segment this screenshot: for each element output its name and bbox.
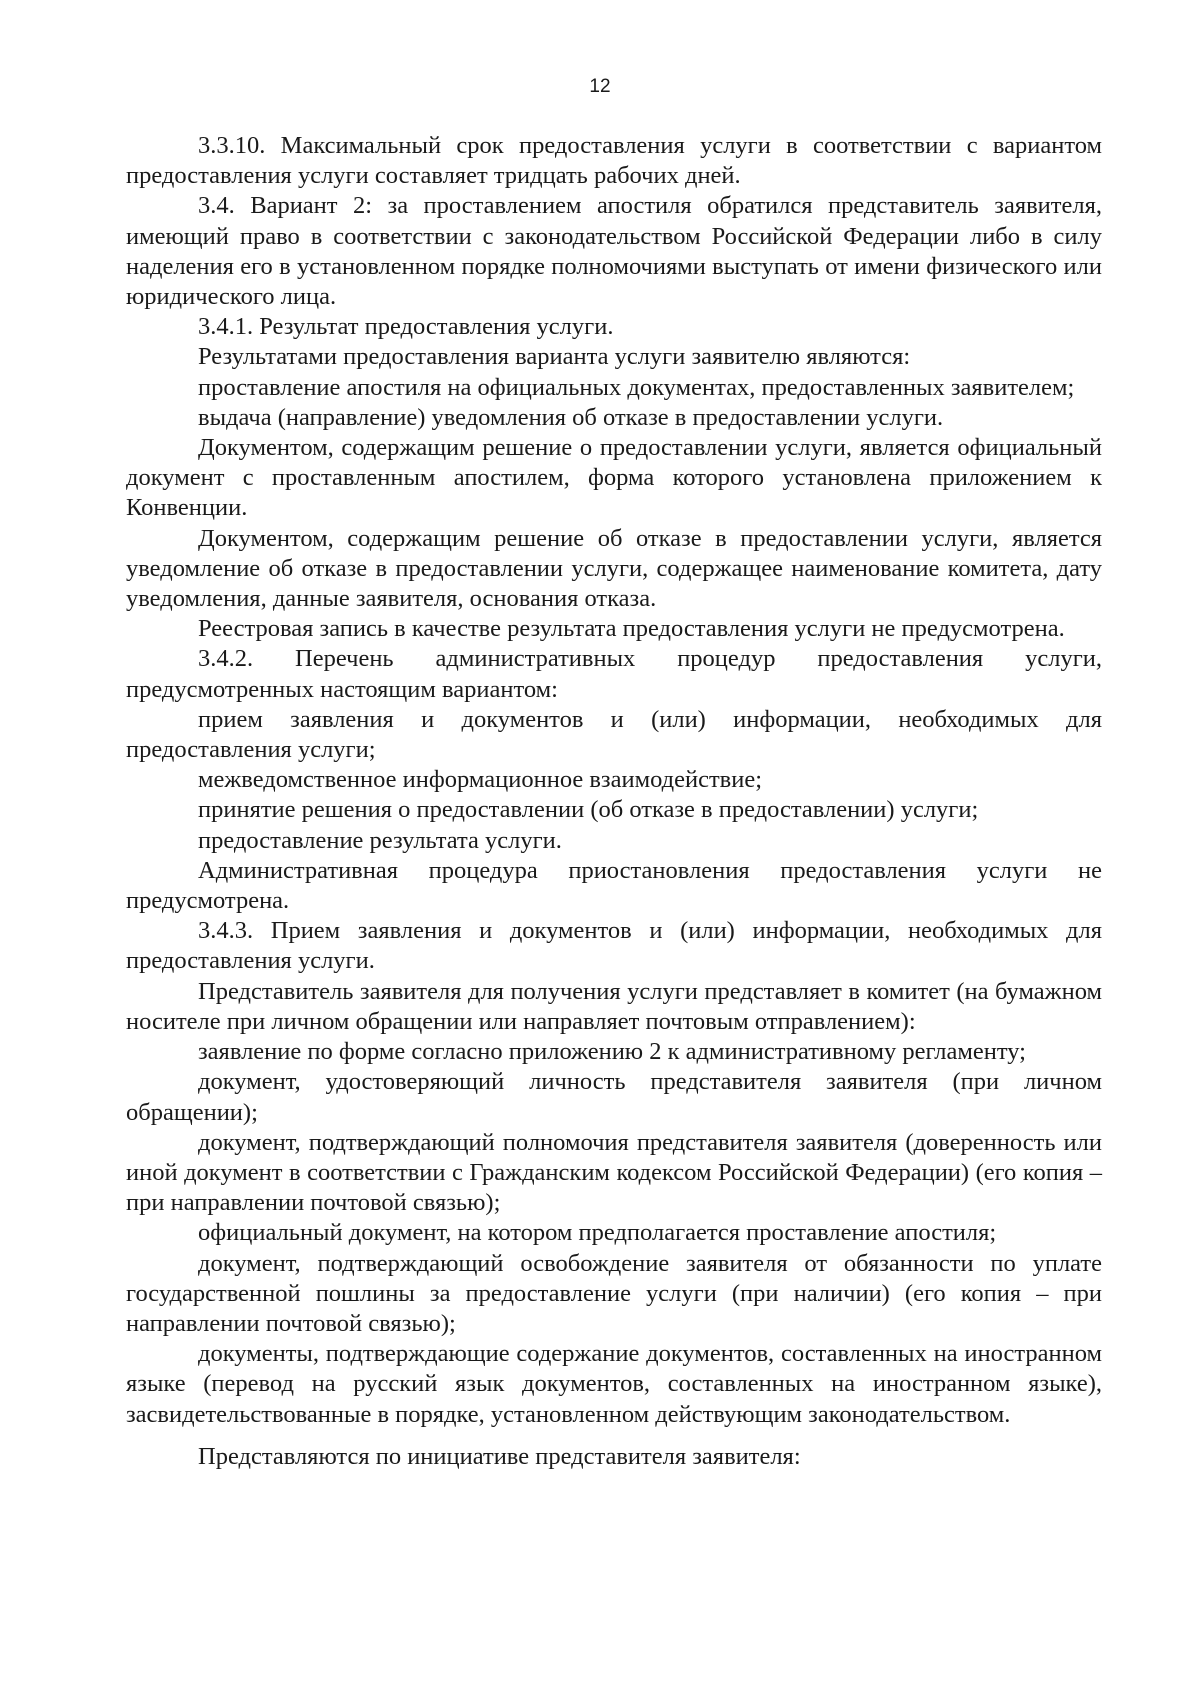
paragraph: 3.4.3. Прием заявления и документов и (или) информации, необходимых для предоставления услуги. — [126, 917, 1102, 975]
paragraph: Документом, содержащим решение о предоставлении услуги, является официальный документ с проставленным апостилем, форма которого установлена приложением к Конвенции. — [126, 434, 1102, 522]
paragraph: 3.4.1. Результат предоставления услуги. — [198, 313, 614, 341]
paragraph: 3.3.10. Максимальный срок предоставления услуги в соответствии с вариантом предоставления услуги составляет тридцать рабочих дней. — [126, 132, 1102, 190]
paragraph: 3.4.2. Перечень административных процедур предоставления услуги, предусмотренных настоящим вариантом: — [126, 645, 1102, 703]
paragraph: предоставление результата услуги. — [198, 826, 562, 854]
paragraph: заявление по форме согласно приложению 2 к административному регламенту; — [198, 1038, 1026, 1066]
paragraph: документ, подтверждающий освобождение заявителя от обязанности по уплате государственной пошлины за предоставление услуги (при наличии) (его копия – при направлении почтовой связью); — [126, 1249, 1102, 1337]
paragraph: Реестровая запись в качестве результата предоставления услуги не предусмотрена. — [198, 615, 1065, 643]
paragraph: Документом, содержащим решение об отказе в предоставлении услуги, является уведомление об отказе в предоставлении услуги, содержащее наименование комитета, дату уведомления, данные заявителя, основания отказа. — [126, 524, 1102, 613]
paragraph: Административная процедура приостановления предоставления услуги не предусмотрена. — [126, 856, 1102, 915]
paragraph: Представляются по инициативе представителя заявителя: — [198, 1442, 801, 1470]
paragraph: официальный документ, на котором предполагается проставление апостиля; — [198, 1219, 997, 1247]
paragraph: документ, удостоверяющий личность представителя заявителя (при личном обращении); — [126, 1068, 1102, 1126]
paragraph: межведомственное информационное взаимодействие; — [198, 766, 763, 794]
paragraph: проставление апостиля на официальных документах, предоставленных заявителем; — [198, 373, 1075, 401]
paragraph: документы, подтверждающие содержание документов, составленных на иностранном языке (перевод на русский язык документов, составленных на иностранном языке), засвидетельствованные в порядке, установленном действующим законодательством. — [126, 1340, 1102, 1428]
document-body — [126, 131, 1102, 1472]
page-number: 12 — [589, 76, 611, 97]
paragraph: документ, подтверждающий полномочия представителя заявителя (доверенность или иной документ в соответствии с Гражданским кодексом Российской Федерации) (его копия – при направлении почтовой связью); — [126, 1128, 1102, 1217]
paragraph: принятие решения о предоставлении (об отказе в предоставлении) услуги; — [198, 796, 979, 824]
paragraph: выдача (направление) уведомления об отказе в предоставлении услуги. — [198, 403, 944, 431]
paragraph: 3.4. Вариант 2: за проставлением апостиля обратился представитель заявителя, имеющий право в соответствии с законодательством Российской Федерации либо в силу наделения его в установленном порядке полномочиями выступать от имени физического или юридического лица. — [126, 192, 1102, 311]
paragraph: Результатами предоставления варианта услуги заявителю являются: — [198, 343, 911, 371]
paragraph: Представитель заявителя для получения услуги представляет в комитет (на бумажном носителе при личном обращении или направляет почтовым отправлением): — [126, 977, 1102, 1035]
paragraph: прием заявления и документов и (или) информации, необходимых для предоставления услуги; — [126, 705, 1102, 764]
